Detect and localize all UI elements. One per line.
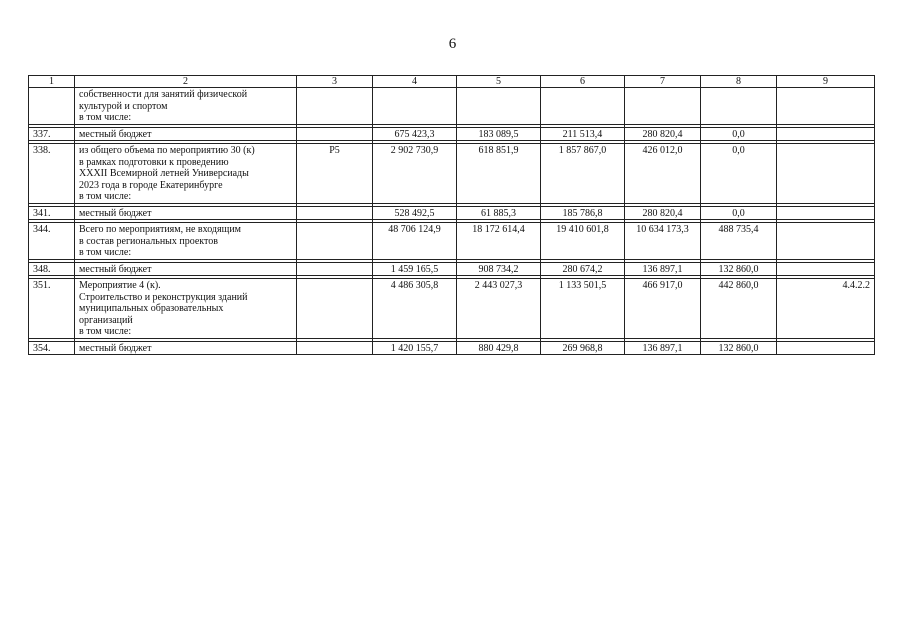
value-col-4: 1 459 165,5	[373, 262, 457, 276]
value-col-4: 675 423,3	[373, 127, 457, 141]
row-reference	[777, 144, 875, 204]
value-col-8: 0,0	[701, 206, 777, 220]
row-number: 348.	[29, 262, 75, 276]
value-col-6: 185 786,8	[541, 206, 625, 220]
row-code	[297, 262, 373, 276]
table-row	[29, 127, 875, 141]
description-line: из общего объема по мероприятию 30 (к)	[79, 145, 255, 156]
value-col-8: 0,0	[701, 144, 777, 204]
description-line: XXXII Всемирной летней Универсиады	[79, 168, 249, 179]
row-description	[75, 279, 297, 339]
table-header-row	[29, 76, 875, 88]
value-col-7: 280 820,4	[625, 206, 701, 220]
row-code	[297, 206, 373, 220]
row-description	[75, 341, 297, 355]
value-col-5: 908 734,2	[457, 262, 541, 276]
row-description	[75, 223, 297, 260]
column-header: 1	[29, 76, 75, 88]
value-col-6: 1 857 867,0	[541, 144, 625, 204]
value-col-8: 442 860,0	[701, 279, 777, 339]
table-row	[29, 223, 875, 260]
column-header: 4	[373, 76, 457, 88]
column-header: 5	[457, 76, 541, 88]
description-line: местный бюджет	[79, 263, 152, 275]
row-code	[297, 341, 373, 355]
description-line: муниципальных образовательных	[79, 303, 224, 314]
row-reference	[777, 223, 875, 260]
row-reference	[777, 341, 875, 355]
value-col-8: 488 735,4	[701, 223, 777, 260]
value-col-8: 132 860,0	[701, 262, 777, 276]
column-header: 3	[297, 76, 373, 88]
value-col-4: 48 706 124,9	[373, 223, 457, 260]
column-header: 8	[701, 76, 777, 88]
value-col-8: 132 860,0	[701, 341, 777, 355]
row-number	[29, 88, 75, 125]
row-description	[75, 144, 297, 204]
row-reference	[777, 88, 875, 125]
description-line: Строительство и реконструкция зданий	[79, 291, 248, 303]
value-col-8	[701, 88, 777, 125]
description-line: местный бюджет	[79, 128, 152, 140]
description-line: культурой и спортом	[79, 100, 168, 112]
description-line: местный бюджет	[79, 207, 152, 219]
table-row	[29, 144, 875, 204]
value-col-7: 10 634 173,3	[625, 223, 701, 260]
table-row	[29, 279, 875, 339]
description-line: в состав региональных проектов	[79, 235, 218, 247]
column-header: 6	[541, 76, 625, 88]
column-header: 9	[777, 76, 875, 88]
column-header: 7	[625, 76, 701, 88]
value-col-4: 528 492,5	[373, 206, 457, 220]
description-line: в том числе:	[79, 326, 132, 337]
value-col-5: 618 851,9	[457, 144, 541, 204]
value-col-5: 183 089,5	[457, 127, 541, 141]
row-reference: 4.4.2.2	[777, 279, 875, 339]
budget-table	[28, 75, 875, 355]
table-body	[29, 76, 875, 355]
row-code	[297, 223, 373, 260]
row-description	[75, 262, 297, 276]
value-col-7: 466 917,0	[625, 279, 701, 339]
value-col-5: 880 429,8	[457, 341, 541, 355]
table-row	[29, 262, 875, 276]
row-code	[297, 88, 373, 125]
description-line: в том числе:	[79, 191, 132, 202]
table-row	[29, 206, 875, 220]
description-line: организаций	[79, 314, 133, 326]
value-col-7: 426 012,0	[625, 144, 701, 204]
description-line: в рамках подготовки к проведению	[79, 156, 229, 168]
row-description	[75, 206, 297, 220]
value-col-4: 2 902 730,9	[373, 144, 457, 204]
value-col-7: 280 820,4	[625, 127, 701, 141]
row-number: 341.	[29, 206, 75, 220]
table-row	[29, 88, 875, 125]
description-line: Мероприятие 4 (к).	[79, 280, 161, 291]
value-col-6	[541, 88, 625, 125]
value-col-8: 0,0	[701, 127, 777, 141]
value-col-5: 2 443 027,3	[457, 279, 541, 339]
value-col-6: 19 410 601,8	[541, 223, 625, 260]
value-col-5: 61 885,3	[457, 206, 541, 220]
column-header: 2	[75, 76, 297, 88]
value-col-6: 280 674,2	[541, 262, 625, 276]
row-description	[75, 127, 297, 141]
row-number: 354.	[29, 341, 75, 355]
row-code	[297, 127, 373, 141]
page-number: 6	[448, 36, 457, 52]
value-col-7: 136 897,1	[625, 262, 701, 276]
table-row	[29, 341, 875, 355]
row-code	[297, 279, 373, 339]
value-col-6: 211 513,4	[541, 127, 625, 141]
value-col-4: 1 420 155,7	[373, 341, 457, 355]
description-line: 2023 года в городе Екатеринбурге	[79, 179, 223, 191]
value-col-4: 4 486 305,8	[373, 279, 457, 339]
description-line: в том числе:	[79, 112, 132, 123]
description-line: Всего по мероприятиям, не входящим	[79, 224, 242, 235]
row-number: 337.	[29, 127, 75, 141]
description-line: собственности для занятий физической	[79, 89, 248, 100]
row-reference	[777, 127, 875, 141]
value-col-7	[625, 88, 701, 125]
description-line: в том числе:	[79, 247, 132, 258]
row-reference	[777, 262, 875, 276]
row-number: 351.	[29, 279, 75, 339]
value-col-7: 136 897,1	[625, 341, 701, 355]
row-code: Р5	[297, 144, 373, 204]
value-col-4	[373, 88, 457, 125]
value-col-5: 18 172 614,4	[457, 223, 541, 260]
value-col-6: 1 133 501,5	[541, 279, 625, 339]
row-number: 344.	[29, 223, 75, 260]
value-col-6: 269 968,8	[541, 341, 625, 355]
value-col-5	[457, 88, 541, 125]
row-number: 338.	[29, 144, 75, 204]
description-line: местный бюджет	[79, 342, 152, 354]
row-reference	[777, 206, 875, 220]
row-description	[75, 88, 297, 125]
